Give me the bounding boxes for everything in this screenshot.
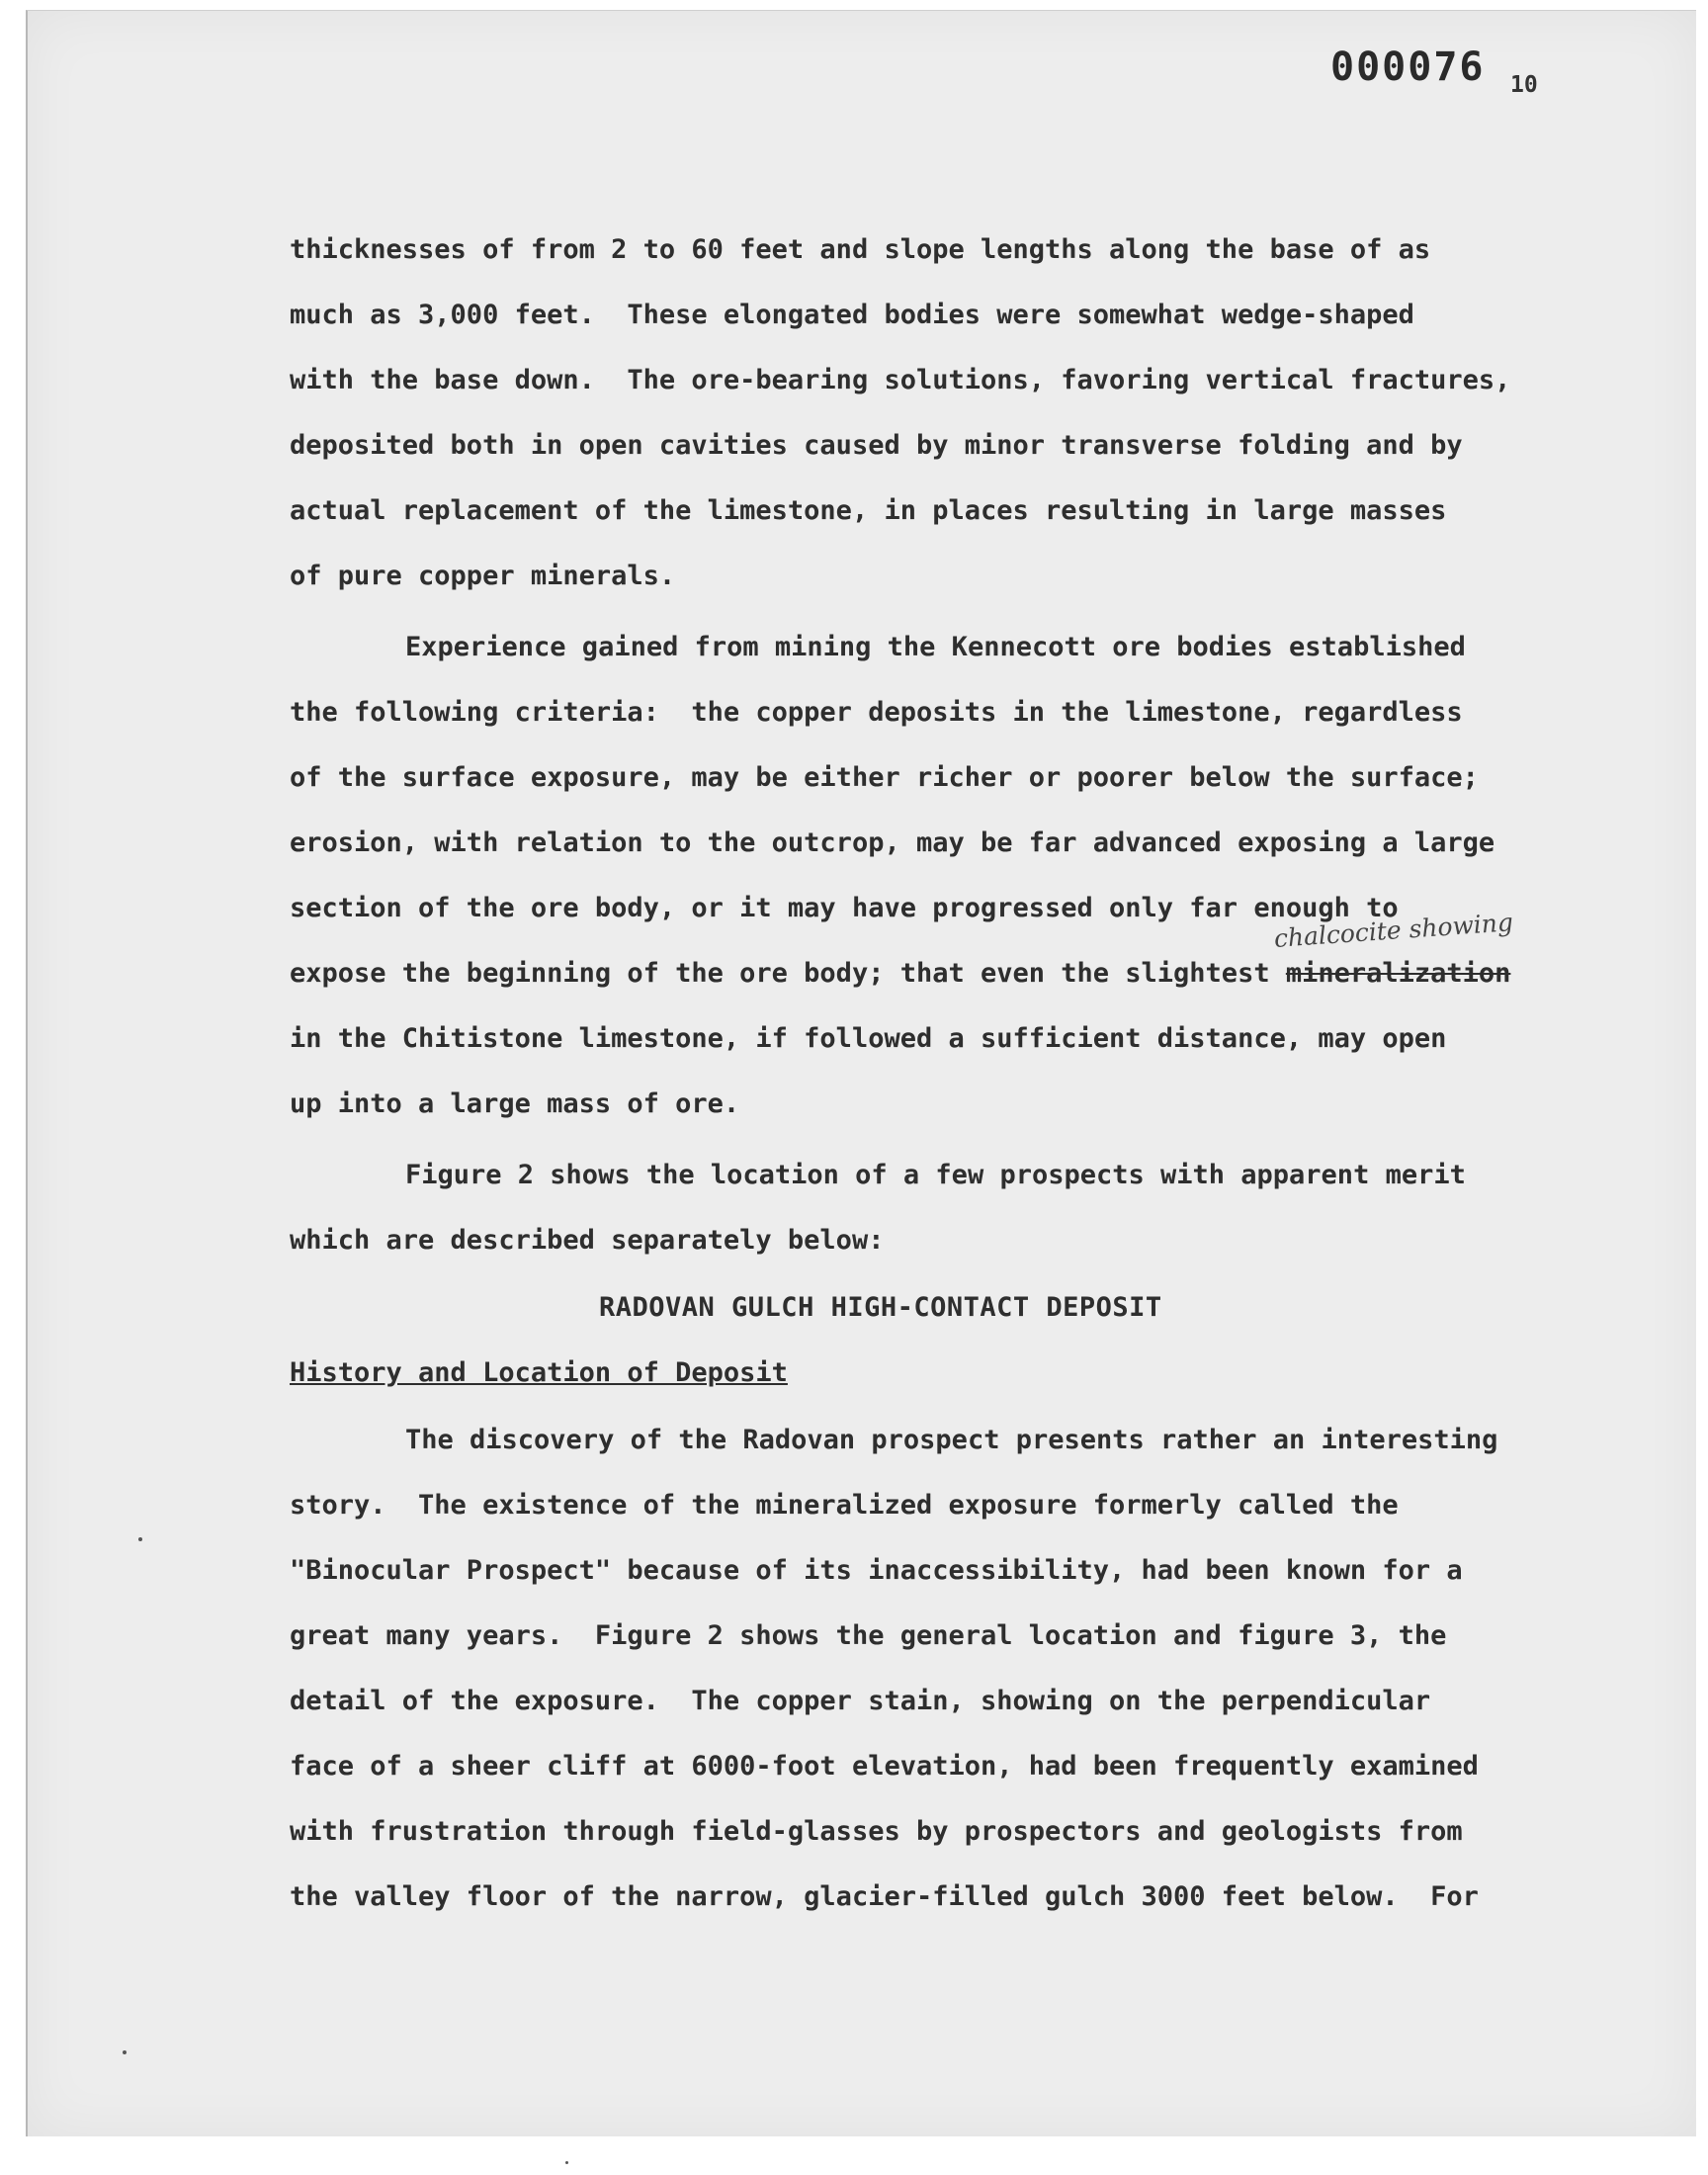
text-line: Experience gained from mining the Kennecott ore bodies established <box>405 632 1466 662</box>
text-line: thicknesses of from 2 to 60 feet and slope lengths along the base of as <box>290 234 1431 265</box>
text-line: face of a sheer cliff at 6000-foot elevation, had been frequently examined <box>290 1751 1479 1782</box>
text-line <box>290 960 1510 987</box>
text-line: with frustration through field-glasses by prospectors and geologists from <box>290 1816 1463 1847</box>
text-line: which are described separately below: <box>290 1225 885 1256</box>
text-line: "Binocular Prospect" because of its inaccessibility, had been known for a <box>290 1555 1463 1586</box>
document-stamp-number: 000076 <box>1330 44 1486 90</box>
text-line: erosion, with relation to the outcrop, may be far advanced exposing a large <box>290 827 1495 858</box>
text-line: great many years. Figure 2 shows the general location and figure 3, the <box>290 1620 1447 1651</box>
text-line: with the base down. The ore-bearing solutions, favoring vertical fractures, <box>290 365 1511 395</box>
paper-speck <box>123 2050 127 2054</box>
text-line: The discovery of the Radovan prospect presents rather an interesting <box>405 1425 1498 1455</box>
text-line: Figure 2 shows the location of a few prospects with apparent merit <box>405 1160 1466 1190</box>
section-heading: RADOVAN GULCH HIGH-CONTACT DEPOSIT <box>599 1292 1162 1323</box>
text-line-segment: expose the beginning of the ore body; that even the slightest <box>290 958 1286 989</box>
text-line: much as 3,000 feet. These elongated bodies were somewhat wedge-shaped <box>290 300 1414 330</box>
text-line: of the surface exposure, may be either richer or poorer below the surface; <box>290 762 1479 793</box>
paper-speck <box>565 2161 568 2164</box>
text-line: story. The existence of the mineralized exposure formerly called the <box>290 1490 1399 1521</box>
paper-speck <box>138 1537 142 1541</box>
text-line: detail of the exposure. The copper stain, showing on the perpendicular <box>290 1686 1431 1716</box>
text-line: deposited both in open cavities caused by minor transverse folding and by <box>290 430 1463 461</box>
text-line: actual replacement of the limestone, in places resulting in large masses <box>290 495 1447 526</box>
text-line: section of the ore body, or it may have progressed only far enough to <box>290 893 1399 923</box>
text-line: up into a large mass of ore. <box>290 1088 740 1119</box>
page-number: 10 <box>1510 72 1538 98</box>
struck-word: mineralization <box>1285 958 1511 989</box>
text-line: the following criteria: the copper deposits in the limestone, regardless <box>290 697 1463 728</box>
handwritten-annotation: chalcocite showing <box>1272 908 1514 953</box>
text-line: of pure copper minerals. <box>290 561 676 591</box>
document-page <box>26 10 1696 2136</box>
subsection-heading: History and Location of Deposit <box>290 1357 788 1388</box>
text-line: the valley floor of the narrow, glacier-filled gulch 3000 feet below. For <box>290 1881 1479 1912</box>
text-line: in the Chitistone limestone, if followed a sufficient distance, may open <box>290 1023 1447 1054</box>
